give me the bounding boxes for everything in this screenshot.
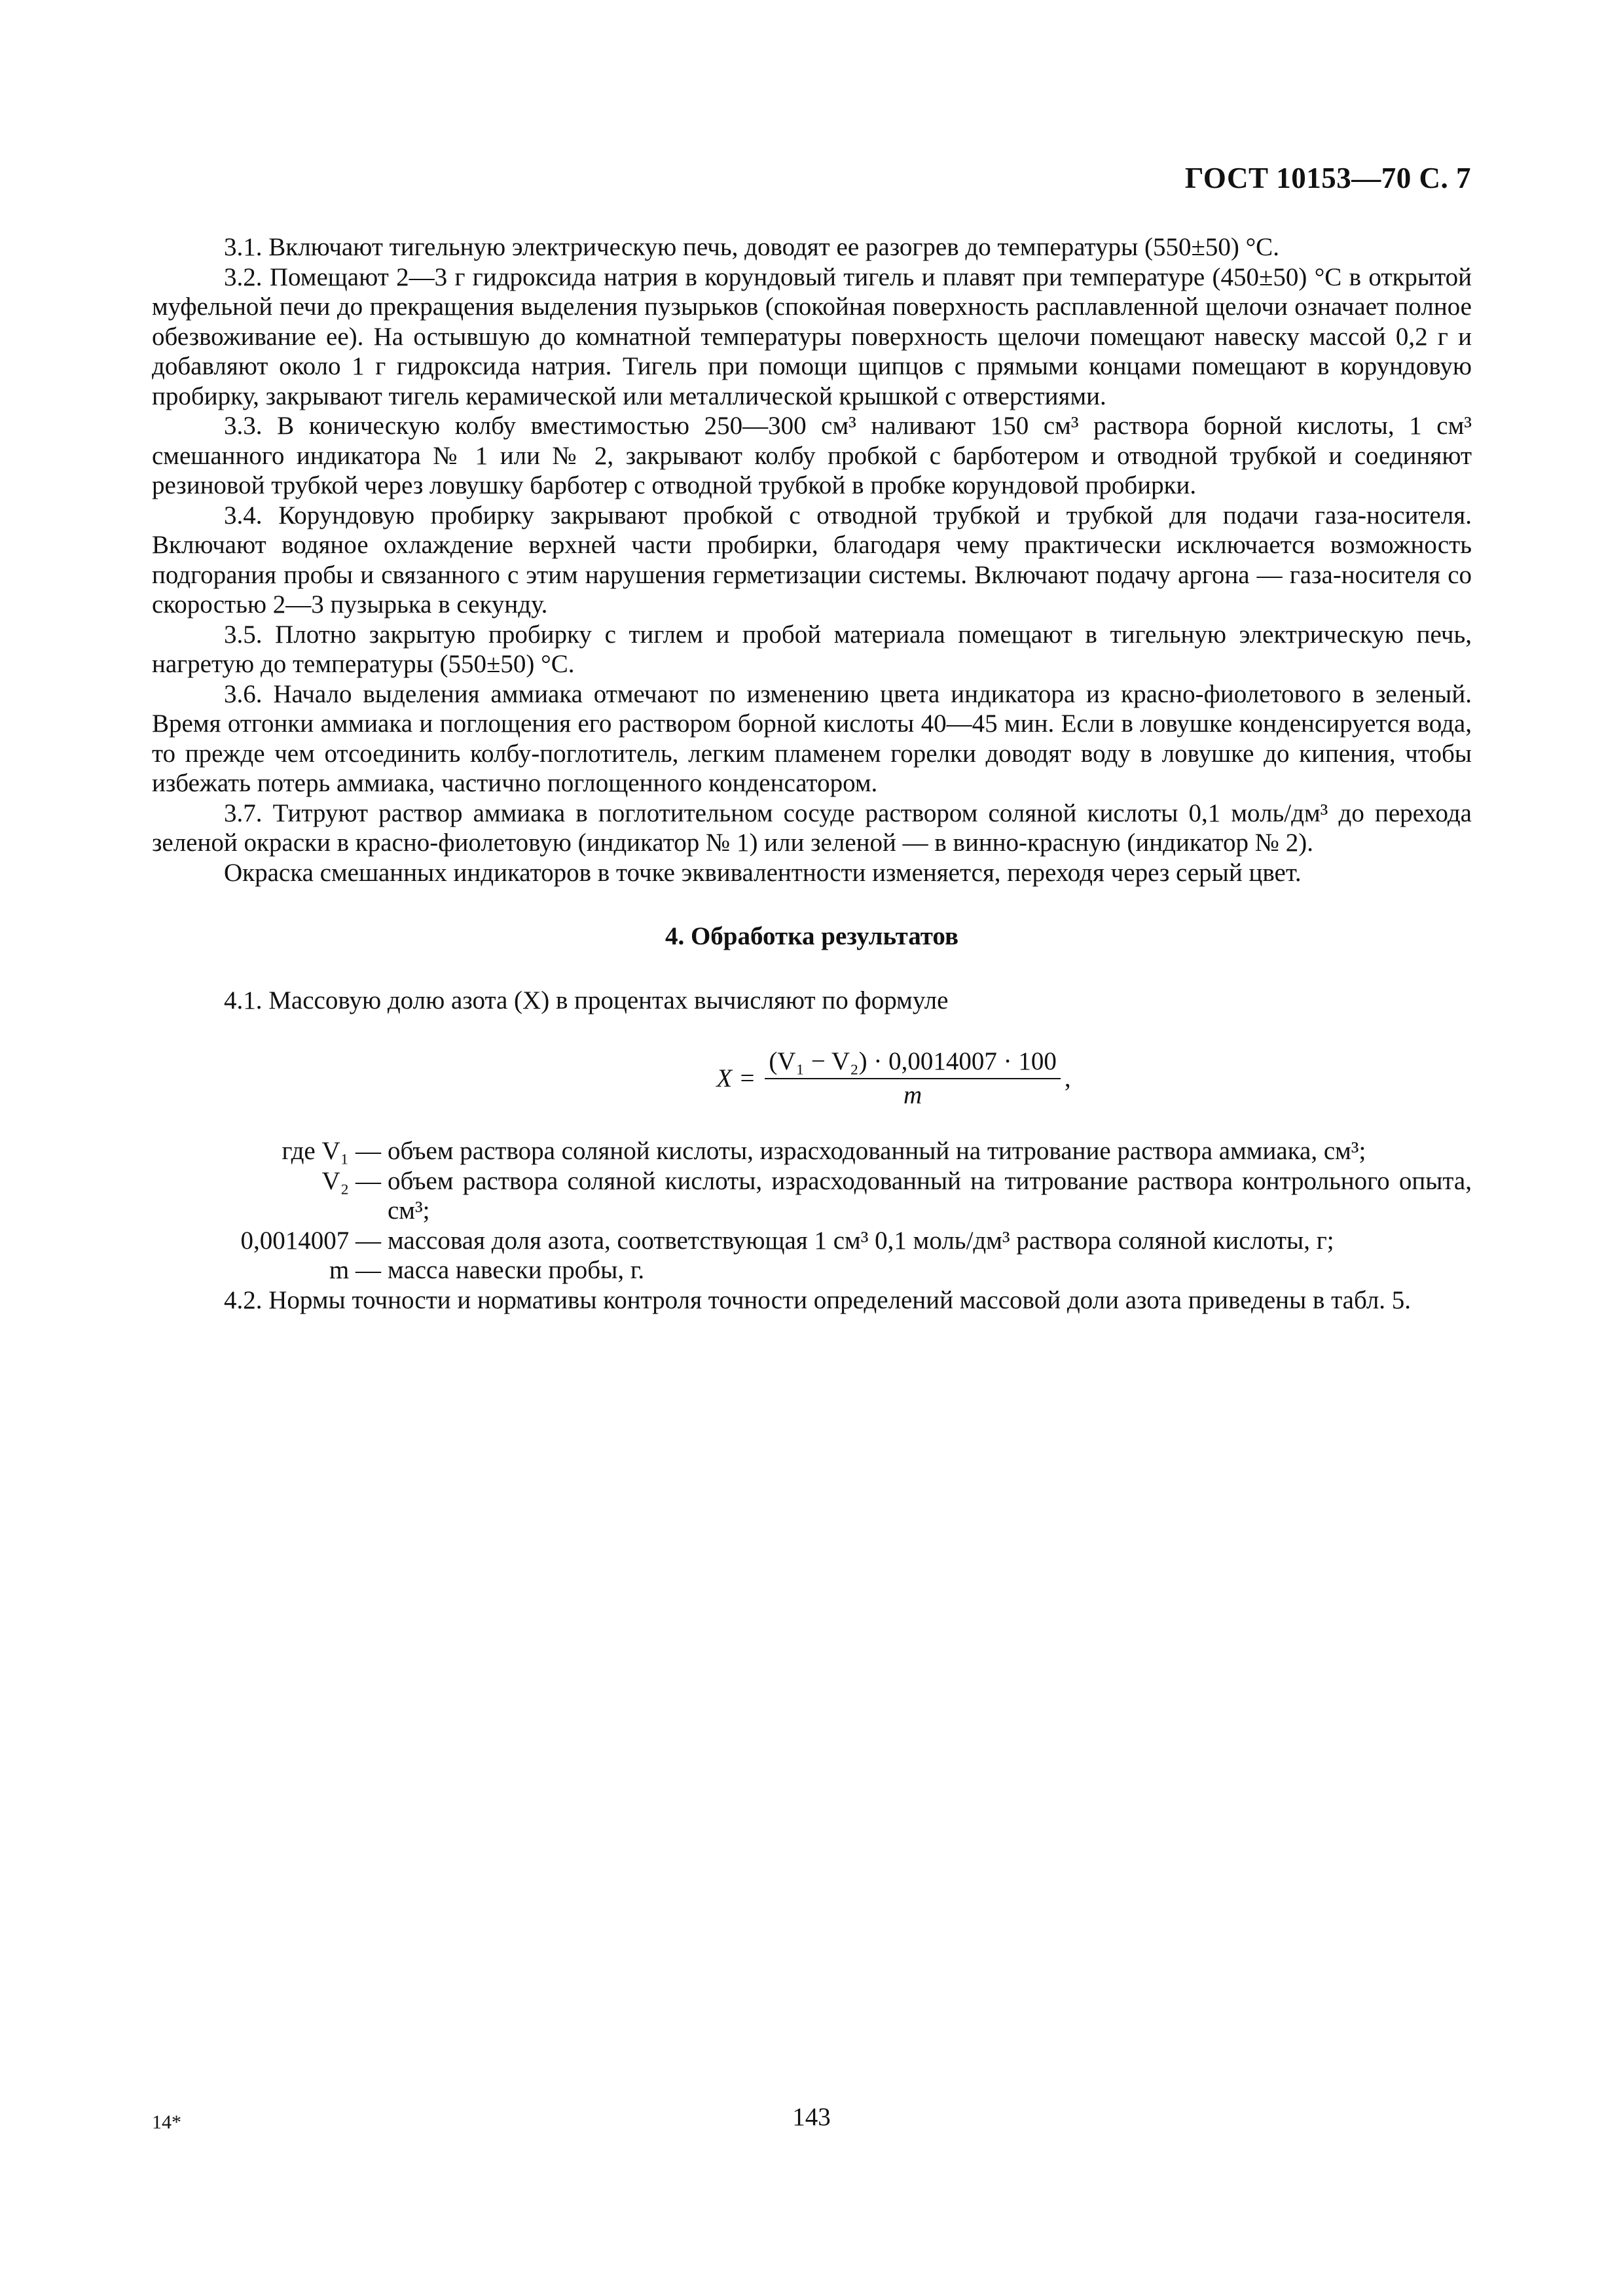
definition-desc: масса навески пробы, г. xyxy=(388,1256,645,1284)
page-number: 143 xyxy=(792,2103,831,2131)
definition-term: V₂ — xyxy=(321,1166,381,1195)
definition-row xyxy=(152,1226,1472,1256)
definition-desc: массовая доля азота, соответствующая 1 см³ 0,1 моль/дм³ раствора соляной кислоты, г; xyxy=(388,1226,1334,1255)
paragraph-3-3: 3.3. В коническую колбу вместимостью 250—300 см³ наливают 150 см³ раствора борной кислоты, 1 см³ смешанного индикатора № 1 или № 2, закрывают колбу пробкой с барботером и отводной трубкой и соединяют резиновой трубкой через ловушку барботер с отводной трубкой в пробке корундовой пробирки. xyxy=(152,412,1472,499)
formula-numerator: (V₁ − V₂) · 0,0014007 · 100 xyxy=(765,1047,1061,1079)
definition-term: m — xyxy=(329,1256,381,1284)
definition-row xyxy=(152,1136,1472,1166)
paragraph-3-5: 3.5. Плотно закрытую пробирку с тиглем и пробой материала помещают в тигельную электрическую печь, нагретую до температуры (550±50) °С. xyxy=(152,620,1472,678)
definitions-list xyxy=(152,1136,1472,1285)
definition-row xyxy=(152,1166,1472,1226)
definition-desc: объем раствора соляной кислоты, израсходованный на титрование раствора аммиака, см³; xyxy=(388,1137,1366,1165)
definition-desc: объем раствора соляной кислоты, израсходованный на титрование раствора контрольного опыта, см³; xyxy=(388,1166,1472,1225)
formula xyxy=(316,1047,1472,1110)
footer-sheet-mark: 14* xyxy=(152,2111,181,2133)
paragraph-3-2: 3.2. Помещают 2—3 г гидроксида натрия в корундовый тигель и плавят при температуре (450±50) °С в открытой муфельной печи до прекращения выделения пузырьков (спокойная поверхность расплавленной щелочи означает полное обезвоживание ее). На остывшую до комнатной температуры поверхность щелочи помещают навеску массой 0,2 г и добавляют около 1 г гидроксида натрия. Тигель при помощи щипцов с прямыми концами помещают в корундовую пробирку, закрывают тигель керамической или металлической крышкой с отверстиями. xyxy=(152,262,1472,410)
document-body xyxy=(152,232,1472,1315)
paragraph-4-1: 4.1. Массовую долю азота (X) в процентах вычисляют по формуле xyxy=(224,986,949,1014)
page-header: ГОСТ 10153—70 С. 7 xyxy=(1184,162,1471,194)
definition-term: 0,0014007 — xyxy=(240,1226,381,1255)
paragraph-3-4: 3.4. Корундовую пробирку закрывают пробкой с отводной трубкой и трубкой для подачи газа-носителя. Включают водяное охлаждение верхней части пробирки, благодаря чему практически исключается возможность подгорания пробы и связанного с этим нарушения герметизации системы. Включают подачу аргона — газа-носителя со скоростью 2—3 пузырька в секунду. xyxy=(152,501,1472,619)
formula-tail: , xyxy=(1064,1064,1071,1092)
paragraph-3-1: 3.1. Включают тигельную электрическую печь, доводят ее разогрев до температуры (550±50) °С. xyxy=(224,233,1279,261)
definition-row xyxy=(152,1255,1472,1285)
paragraph-4-2: 4.2. Нормы точности и нормативы контроля точности определений массовой доли азота приведены в табл. 5. xyxy=(224,1285,1412,1314)
paragraph-3-7: 3.7. Титруют раствор аммиака в поглотительном сосуде раствором соляной кислоты 0,1 моль/дм³ до перехода зеленой окраски в красно-фиолетовую (индикатор № 1) или зеленой — в винно-красную (индикатор № 2). xyxy=(152,798,1472,857)
definition-term: где V₁ — xyxy=(282,1137,381,1165)
section-4-title: 4. Обработка результатов xyxy=(665,922,959,950)
formula-fraction xyxy=(765,1047,1061,1110)
paragraph-3-6: 3.6. Начало выделения аммиака отмечают по изменению цвета индикатора из красно-фиолетового в зеленый. Время отгонки аммиака и поглощения его раствором борной кислоты 40—45 мин. Если в ловушке конденсируется вода, то прежде чем отсоединить колбу-поглотитель, легким пламенем горелки доводят воду в ловушке до кипения, чтобы избежать потерь аммиака, частично поглощенного конденсатором. xyxy=(152,679,1472,797)
formula-lhs: X = xyxy=(716,1064,756,1092)
formula-denominator: m xyxy=(903,1081,922,1109)
paragraph-indicator-note: Окраска смешанных индикаторов в точке эквивалентности изменяется, переходя через серый цвет. xyxy=(224,858,1302,887)
